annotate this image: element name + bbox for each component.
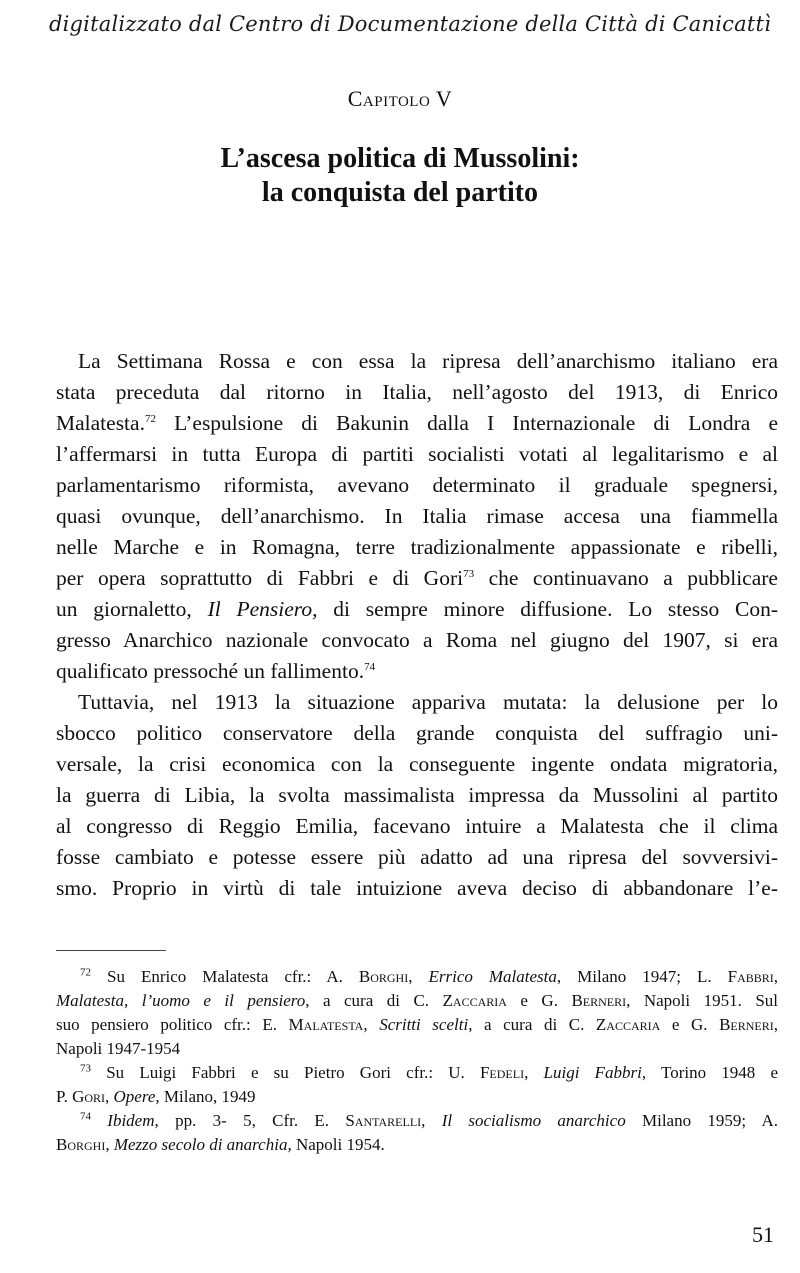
footnote-72-line: Napoli 1947-1954 (56, 1039, 181, 1058)
footnote-number: 74 (80, 1110, 91, 1123)
author-name: Santarelli (345, 1111, 422, 1130)
body-text-run: per opera soprattutto di Fabbri e di Gori (56, 566, 464, 590)
note-text: , (773, 967, 779, 986)
author-name: Borghi (358, 967, 409, 986)
chapter-title-line-1: L’ascesa politica di Mussolini: (220, 143, 580, 174)
note-text: , Milano 1947; L. (556, 967, 728, 986)
body-line: al congresso di Reggio Emilia, facevano intuire a Malatesta che il clima (56, 814, 778, 838)
author-name: Fabbri (727, 967, 774, 986)
footnote-number: 73 (80, 1062, 91, 1075)
work-title: Ibidem (91, 1111, 155, 1130)
body-line: versale, la crisi economica con la conseguente ingente ondata migratoria, (56, 752, 778, 776)
note-text: , (363, 1015, 380, 1034)
chapter-title-line-2: la conquista del partito (261, 177, 539, 208)
note-text: , (105, 1087, 114, 1106)
body-line: smo. Proprio in virtù di tale intuizione aveva deciso di abbandonare l’e- (56, 876, 778, 900)
page-number: 51 (752, 1222, 774, 1247)
footnote-73 (56, 1061, 778, 1085)
note-text: , a cura di C. (305, 991, 443, 1010)
note-text: P. (56, 1087, 73, 1106)
footnote-72-line (56, 989, 778, 1013)
note-text: , (421, 1111, 442, 1130)
note-text: Su Enrico Malatesta cfr.: A. (91, 967, 359, 986)
body-text-run: di sempre minore diffusione. Lo stesso Con- (317, 597, 779, 621)
body-text-run: qualificato pressoché un fallimento. (56, 659, 365, 683)
footnote-73-line (56, 1085, 778, 1109)
work-title: Scritti scelti (379, 1015, 469, 1034)
note-text: , (773, 1015, 779, 1034)
author-name: Borghi (56, 1135, 106, 1154)
note-text: , a cura di C. (468, 1015, 596, 1034)
note-text: , (408, 967, 429, 986)
body-line (56, 656, 778, 687)
note-text: , Napoli 1951. Sul (626, 991, 779, 1010)
footnote-ref-72: 72 (144, 412, 156, 425)
footnote-72-line (56, 1013, 778, 1037)
note-text: suo pensiero politico cfr.: E. (56, 1015, 289, 1034)
body-text-run: Malatesta. (56, 411, 145, 435)
footnote-74-line (56, 1133, 778, 1157)
note-text: , (105, 1135, 114, 1154)
note-text: , (524, 1063, 544, 1082)
body-text-run: L’espulsione di Bakunin dalla I Internazionale di Londra e (155, 411, 778, 435)
body-text (56, 346, 778, 904)
body-line: Tuttavia, nel 1913 la situazione appariva mutata: la delusione per lo (78, 690, 778, 714)
author-name: Malatesta (288, 1015, 364, 1034)
body-line: l’affermarsi in tutta Europa di partiti socialisti votati al legalitarismo e al (56, 442, 778, 466)
note-text: Torino 1948 e (646, 1063, 779, 1082)
body-text-run: un giornaletto, (56, 597, 208, 621)
work-title: Mezzo secolo di anarchia, (113, 1135, 292, 1154)
body-line: gresso Anarchico nazionale convocato a Roma nel giugno del 1907, si era (56, 628, 778, 652)
body-line: quasi ovunque, dell’anarchismo. In Italia rimase accesa una fiammella (56, 504, 778, 528)
body-line: stata preceduta dal ritorno in Italia, nell’agosto del 1913, di Enrico (56, 380, 778, 404)
note-text: Milano 1959; A. (625, 1111, 778, 1130)
footnote-ref-73: 73 (463, 567, 475, 580)
body-line: parlamentarismo riformista, avevano determinato il graduale spegnersi, (56, 473, 778, 497)
author-name: Fedeli (479, 1063, 525, 1082)
body-text-run: che continuavano a pubblicare (474, 566, 778, 590)
body-line: sbocco politico conservatore della grande conquista del suffragio uni- (56, 721, 778, 745)
author-name: Berneri (571, 991, 627, 1010)
author-name: Gori (72, 1087, 106, 1106)
italic-title: Il Pensiero, (207, 597, 318, 621)
footnote-number: 72 (80, 966, 91, 979)
body-line: nelle Marche e in Romagna, terre tradizionalmente appassionate e ribelli, (56, 535, 778, 559)
footnote-separator (56, 950, 166, 951)
note-text: e G. (660, 1015, 720, 1034)
work-title: Opere, (113, 1087, 160, 1106)
work-title: Il socialismo anarchico (441, 1111, 626, 1130)
body-line: la guerra di Libia, la svolta massimalista impressa da Mussolini al partito (56, 783, 778, 807)
author-name: Berneri (719, 1015, 774, 1034)
note-text: e G. (506, 991, 572, 1010)
footnote-72 (56, 965, 778, 989)
note-text: Milano, 1949 (159, 1087, 256, 1106)
body-line (56, 594, 778, 625)
note-text: Napoli 1954. (291, 1135, 385, 1154)
digitization-watermark: digitalizzato dal Centro di Documentazione della Città di Canicattì (48, 12, 772, 36)
author-name: Zaccaria (442, 991, 507, 1010)
body-line (56, 408, 778, 439)
body-line: La Settimana Rossa e con essa la ripresa dell’anarchismo italiano era (78, 349, 778, 373)
author-name: Zaccaria (595, 1015, 661, 1034)
chapter-title (0, 142, 800, 210)
note-text: , pp. 3- 5, Cfr. E. (154, 1111, 346, 1130)
footnotes (56, 965, 778, 1157)
chapter-heading: Capitolo V (347, 86, 453, 111)
note-text: Su Luigi Fabbri e su Pietro Gori cfr.: U. (91, 1063, 480, 1082)
body-line: fosse cambiato e potesse essere più adatto ad una ripresa del sovversivi- (56, 845, 778, 869)
footnote-74 (56, 1109, 778, 1133)
footnote-ref-74: 74 (364, 660, 376, 673)
body-line (56, 563, 778, 594)
work-title: Errico Malatesta (428, 967, 557, 986)
work-title: Malatesta, l’uomo e il pensiero (56, 991, 306, 1010)
work-title: Luigi Fabbri, (543, 1063, 647, 1082)
